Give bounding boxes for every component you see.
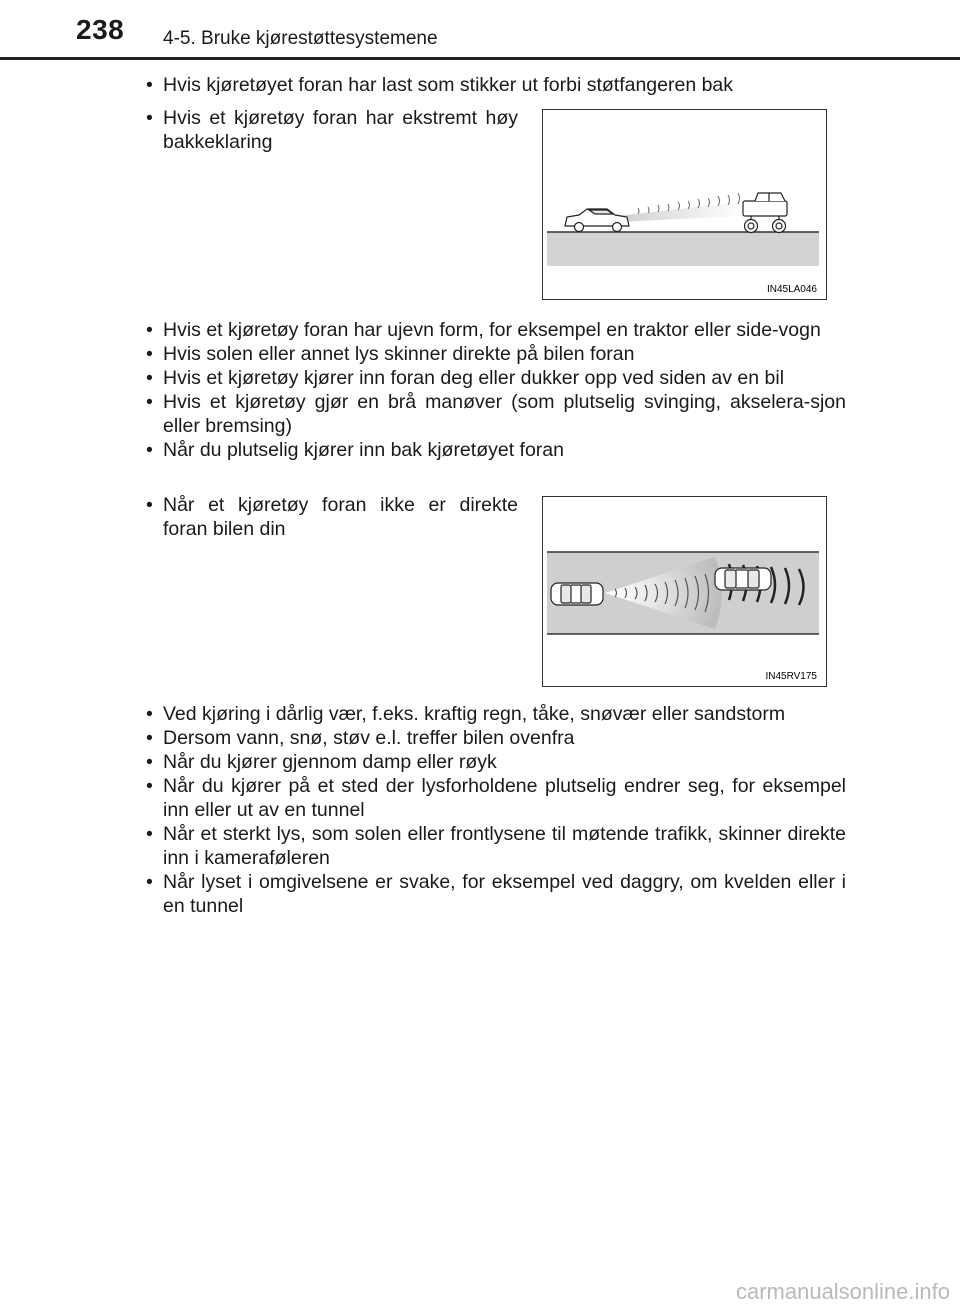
- sensor-beam: [617, 202, 743, 222]
- bullet-list-figure1: [146, 106, 518, 154]
- bullet-list-middle: [146, 318, 846, 462]
- list-item: • Når lyset i omgivelsene er svake, for eksempel ved daggry, om kvelden eller i en tunnel: [146, 870, 846, 918]
- list-item: • Når du kjører på et sted der lysforholdene plutselig endrer seg, for eksempel inn eller ut av en tunnel: [146, 774, 846, 822]
- list-item: • Hvis et kjøretøy kjører inn foran deg eller dukker opp ved siden av en bil: [146, 366, 846, 390]
- page-number: 238: [76, 14, 125, 45]
- list-item: • Når du plutselig kjører inn bak kjøretøyet foran: [146, 438, 846, 462]
- list-item: • Når et sterkt lys, som solen eller frontlysene til møtende trafikk, skinner direkte inn i kameraføleren: [146, 822, 846, 870]
- bullet-list-figure2: [146, 493, 518, 541]
- watermark: carmanualsonline.info: [735, 1279, 950, 1304]
- figure-high-clearance-vehicle: [542, 109, 827, 300]
- illustration-high-clearance: [543, 110, 826, 299]
- bullet-list-top: [146, 73, 846, 97]
- list-item: • Dersom vann, snø, støv e.l. treffer bilen ovenfra: [146, 726, 846, 750]
- own-car-icon: [565, 209, 629, 232]
- list-item: • Hvis et kjøretøy gjør en brå manøver (som plutselig svinging, akselera-sjon eller bremsing): [146, 390, 846, 438]
- own-car-icon: [551, 583, 603, 605]
- header-divider: [0, 57, 960, 60]
- list-item: • Ved kjøring i dårlig vær, f.eks. kraftig regn, tåke, snøvær eller sandstorm: [146, 702, 846, 726]
- list-item: • Hvis et kjøretøy foran har ujevn form, for eksempel en traktor eller side-vogn: [146, 318, 846, 342]
- figure-offset-vehicle: [542, 496, 827, 687]
- offset-vehicle-icon: [715, 568, 771, 590]
- list-item: • Når et kjøretøy foran ikke er direkte foran bilen din: [146, 493, 518, 541]
- section-title: 4-5. Bruke kjørestøttesystemene: [163, 28, 438, 49]
- figure-code: IN45RV175: [765, 671, 817, 682]
- high-clearance-vehicle-icon: [743, 193, 787, 233]
- road-surface: [547, 232, 819, 266]
- list-item: • Hvis solen eller annet lys skinner direkte på bilen foran: [146, 342, 846, 366]
- list-item: • Hvis et kjøretøy foran har ekstremt høy bakkeklaring: [146, 106, 518, 154]
- illustration-offset-vehicle: [543, 497, 826, 686]
- figure-code: IN45LA046: [766, 284, 817, 295]
- bullet-list-bottom: [146, 702, 846, 918]
- list-item: • Når du kjører gjennom damp eller røyk: [146, 750, 846, 774]
- list-item: • Hvis kjøretøyet foran har last som stikker ut forbi støtfangeren bak: [146, 73, 846, 97]
